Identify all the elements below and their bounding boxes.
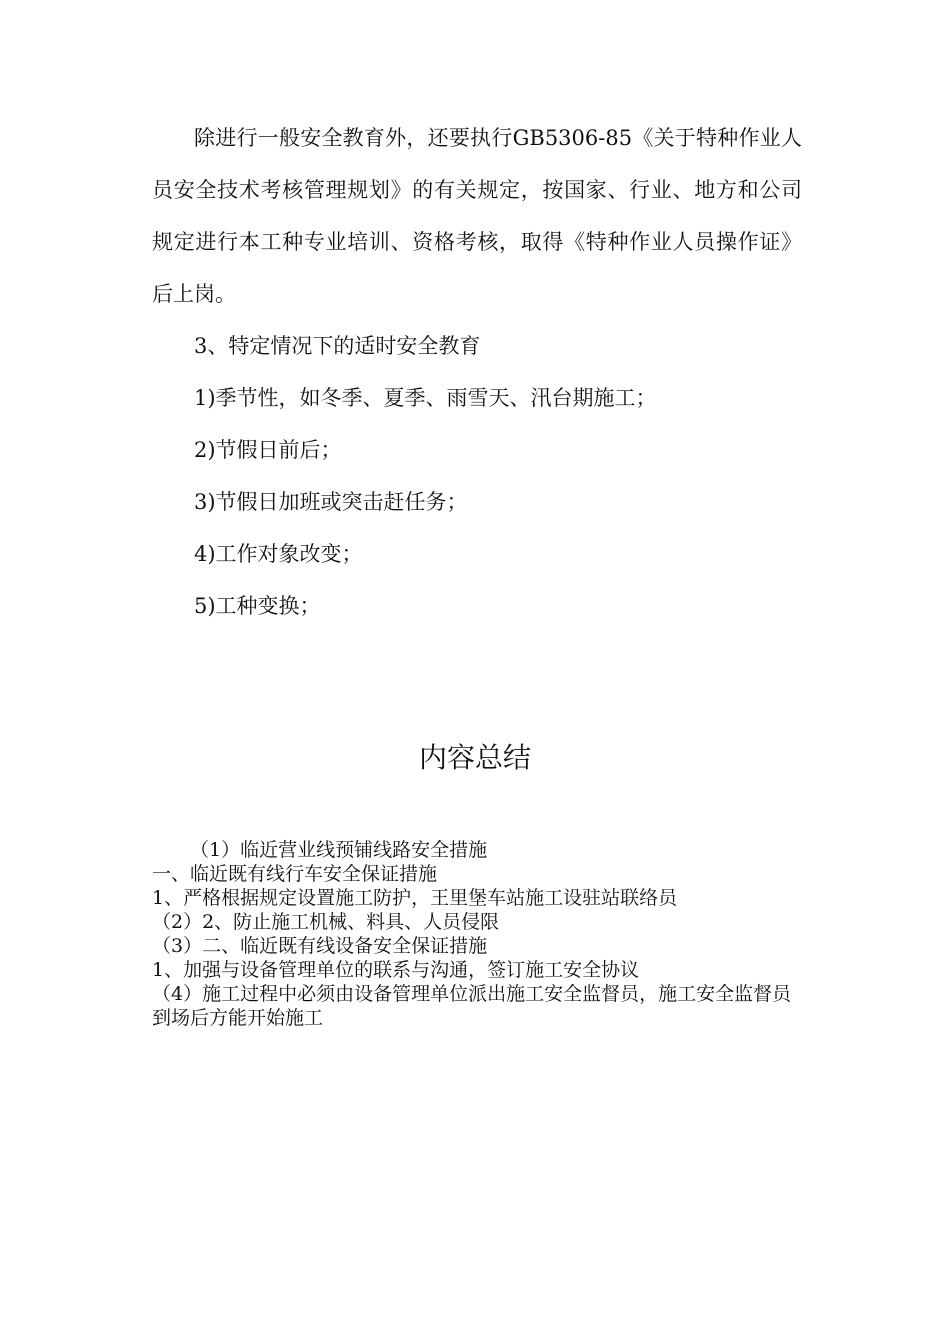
list-item: 5)工种变换； <box>194 594 321 618</box>
body-paragraph: 除进行一般安全教育外，还要执行GB5306-85《关于特种作业人员安全技术考核管理规划》的有关规定，按国家、行业、地方和公司规定进行本工种专业培训、资格考核，取得《特种作业人员操作证》后上岗。 <box>152 126 802 306</box>
summary-line: （3）二、临近既有线设备安全保证措施 <box>152 935 488 957</box>
section-heading: 3、特定情况下的适时安全教育 <box>194 334 481 358</box>
summary-line: （1）临近营业线预铺线路安全措施 <box>190 839 488 861</box>
document-body <box>152 112 802 632</box>
list-item: 4)工作对象改变； <box>194 542 363 566</box>
summary-block <box>152 838 792 1030</box>
list-item: 2)节假日前后； <box>194 438 342 462</box>
summary-line: （2）2、防止施工机械、料具、人员侵限 <box>152 911 500 933</box>
list-item: 1)季节性，如冬季、夏季、雨雪天、汛台期施工； <box>194 386 657 410</box>
summary-line: 一、临近既有线行车安全保证措施 <box>152 863 438 885</box>
summary-line: （4）施工过程中必须由设备管理单位派出施工安全监督员，施工安全监督员到场后方能开始施工 <box>152 983 792 1029</box>
summary-line: 1、加强与设备管理单位的联系与沟通，签订施工安全协议 <box>152 959 640 981</box>
summary-title: 内容总结 <box>418 741 531 774</box>
list-item: 3)节假日加班或突击赶任务； <box>194 490 468 514</box>
summary-line: 1、严格根据规定设置施工防护，王里堡车站施工设驻站联络员 <box>152 887 678 909</box>
